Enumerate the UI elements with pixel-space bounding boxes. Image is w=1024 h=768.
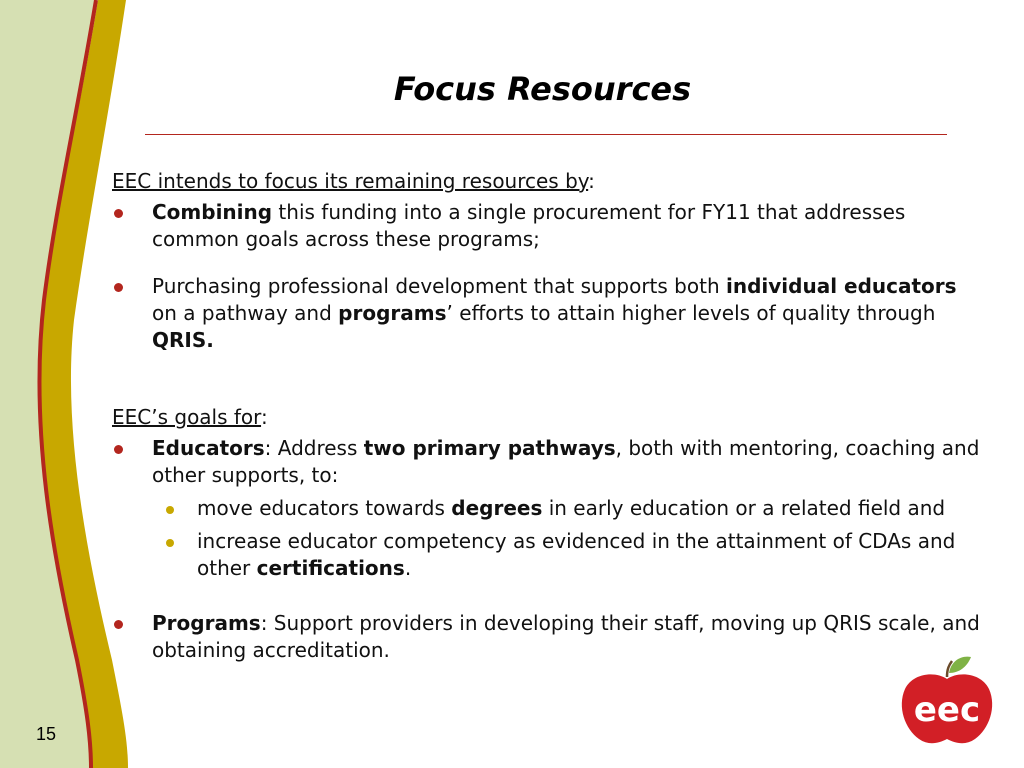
eec-apple-logo [897, 655, 997, 747]
sub-bullet-degrees: move educators towards degrees in early education or a related field and [112, 495, 982, 522]
bullet-combining: Combining this funding into a single procurement for FY11 that addresses common goals across these programs; [112, 199, 982, 253]
title-divider [145, 134, 947, 135]
sub-bullet-competency: increase educator competency as evidenced in the attainment of CDAs and other certifications. [112, 528, 982, 582]
section-heading-goals: EEC’s goals for: [112, 405, 268, 429]
section-heading-focus: EEC intends to focus its remaining resources by: [112, 169, 595, 193]
page-number: 15 [36, 724, 57, 744]
logo-leaf [949, 657, 971, 673]
sub-bullet-dot [166, 539, 174, 547]
bullet-dot [114, 283, 123, 292]
bullet-dot [114, 209, 123, 218]
bullet-dot [114, 445, 123, 454]
bullet-dot [114, 620, 123, 629]
logo-wordmark: eec [913, 690, 981, 730]
bullet-educators: Educators: Address two primary pathways, both with mentoring, coaching and other supports, to: [112, 435, 982, 489]
slide-body [112, 168, 982, 684]
bullet-programs: Programs: Support providers in developing their staff, moving up QRIS scale, and obtaining accreditation. [112, 610, 982, 664]
sub-bullet-dot [166, 506, 174, 514]
bullet-purchasing: Purchasing professional development that supports both individual educators on a pathway and programs’ efforts to attain higher levels of quality through QRIS. [112, 273, 982, 354]
slide-title: Focus Resources [393, 70, 692, 108]
